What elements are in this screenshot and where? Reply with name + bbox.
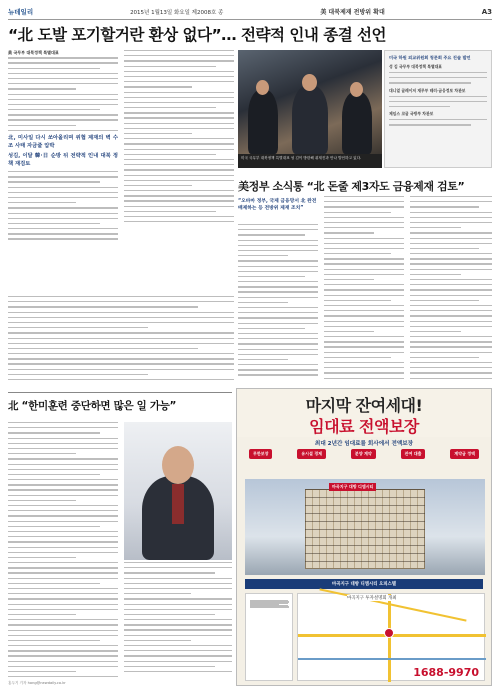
mid-col3 xyxy=(410,196,492,384)
bottom-headline: 北 “한미훈련 중단하면 많은 일 가능” xyxy=(8,400,177,412)
mid-col1 xyxy=(238,224,318,384)
mid-headline-kicker: 美정부 소식통 xyxy=(238,180,304,193)
page-number: A3 xyxy=(481,7,492,16)
ad-pill: 무한보장 xyxy=(249,449,272,459)
reporter-credit: 홍두기 기자 hong@newdaily.co.kr xyxy=(8,681,66,685)
ad-pill: 잔여 대출 xyxy=(401,449,426,459)
article1-subhead-1: 北, 미사일 다시 쏘아올리며 위협 제재의 벽 수조 사태 자금줄 압박 xyxy=(8,135,118,149)
ad-benefit-pills xyxy=(249,449,479,459)
masthead xyxy=(8,6,492,20)
location-pin-icon xyxy=(384,628,394,638)
mid-headline xyxy=(238,178,492,194)
ad-pill: 유시설 경제 xyxy=(297,449,326,459)
ad-building-label: 마곡지구 대방 디엠시티 xyxy=(329,483,376,491)
photo-caption: 미국 국무부 대북정책 특별대표 성 김이 방한해 취재진과 만나 발언하고 있다. xyxy=(238,154,382,168)
issue-date: 2015년 1월13일 화요일 제2008호 종 xyxy=(130,9,224,16)
divider xyxy=(8,392,232,393)
ad-pill: 분양 계약 xyxy=(351,449,376,459)
article1-col2 xyxy=(124,50,234,230)
section-title: 美 대북제재 전방위 확대 xyxy=(320,9,385,16)
ad-building-image xyxy=(245,479,485,575)
sidebox-item: 제임스 코글 국방부 차관보 xyxy=(389,111,434,117)
sidebox-item: 성 김 국무부 대북정책 특별대표 xyxy=(389,64,442,69)
ad-phone-number[interactable]: 1688-9970 xyxy=(413,666,479,679)
photo-press-conference xyxy=(238,50,382,154)
brand-logo: 뉴데일리 xyxy=(8,8,34,16)
photo-nk-official xyxy=(124,422,232,560)
testimony-sidebox xyxy=(384,50,492,168)
ad-title: 마지막 잔여세대! xyxy=(305,396,423,415)
bottom-col1 xyxy=(8,422,118,684)
article1-byline: 美 국무부 대북정책 특별대표 xyxy=(8,50,59,55)
sidebox-item: 대니얼 글레이저 재무부 테러·금융정보 차관보 xyxy=(389,87,466,93)
sidebox-title: 미국 하원 외교위원회 청문회 주요 진술 발언 xyxy=(389,55,471,60)
ad-header xyxy=(237,389,491,437)
ad-strip: 마곡지구 대방 디엠시티 오피스텔 xyxy=(245,579,483,589)
ad-pill: 계약금 정액 xyxy=(450,449,479,459)
ad-map-title: 마곡지구 투자설명회 개최 xyxy=(347,596,397,601)
mid-col2 xyxy=(324,196,404,384)
article1-subhead-2: 성김, 이달 韓·日 순방 뒤 전략적 인내 대북 정책 재검토 xyxy=(8,153,118,167)
ad-title-2: 임대료 전액보장 xyxy=(309,417,419,436)
article1-continuation xyxy=(8,296,234,388)
ad-strapline: 최대 2년간 임대료를 회사에서 전액보장 xyxy=(314,441,414,447)
mid-subhead: “오바마 정부, 국제 금융망서 北 완전 배제하는 등 전방위 제재 조치” xyxy=(238,199,317,211)
mid-headline-title: “北 돈줄 제3자도 금융제재 검토” xyxy=(306,180,465,193)
bottom-col2 xyxy=(124,562,232,684)
ad-info-box xyxy=(245,593,293,681)
real-estate-advertisement[interactable] xyxy=(236,388,492,686)
main-headline: “北 도발 포기할거란 환상 없다”… 전략적 인내 종결 선언 xyxy=(8,26,387,44)
article1-col1 xyxy=(8,50,118,290)
